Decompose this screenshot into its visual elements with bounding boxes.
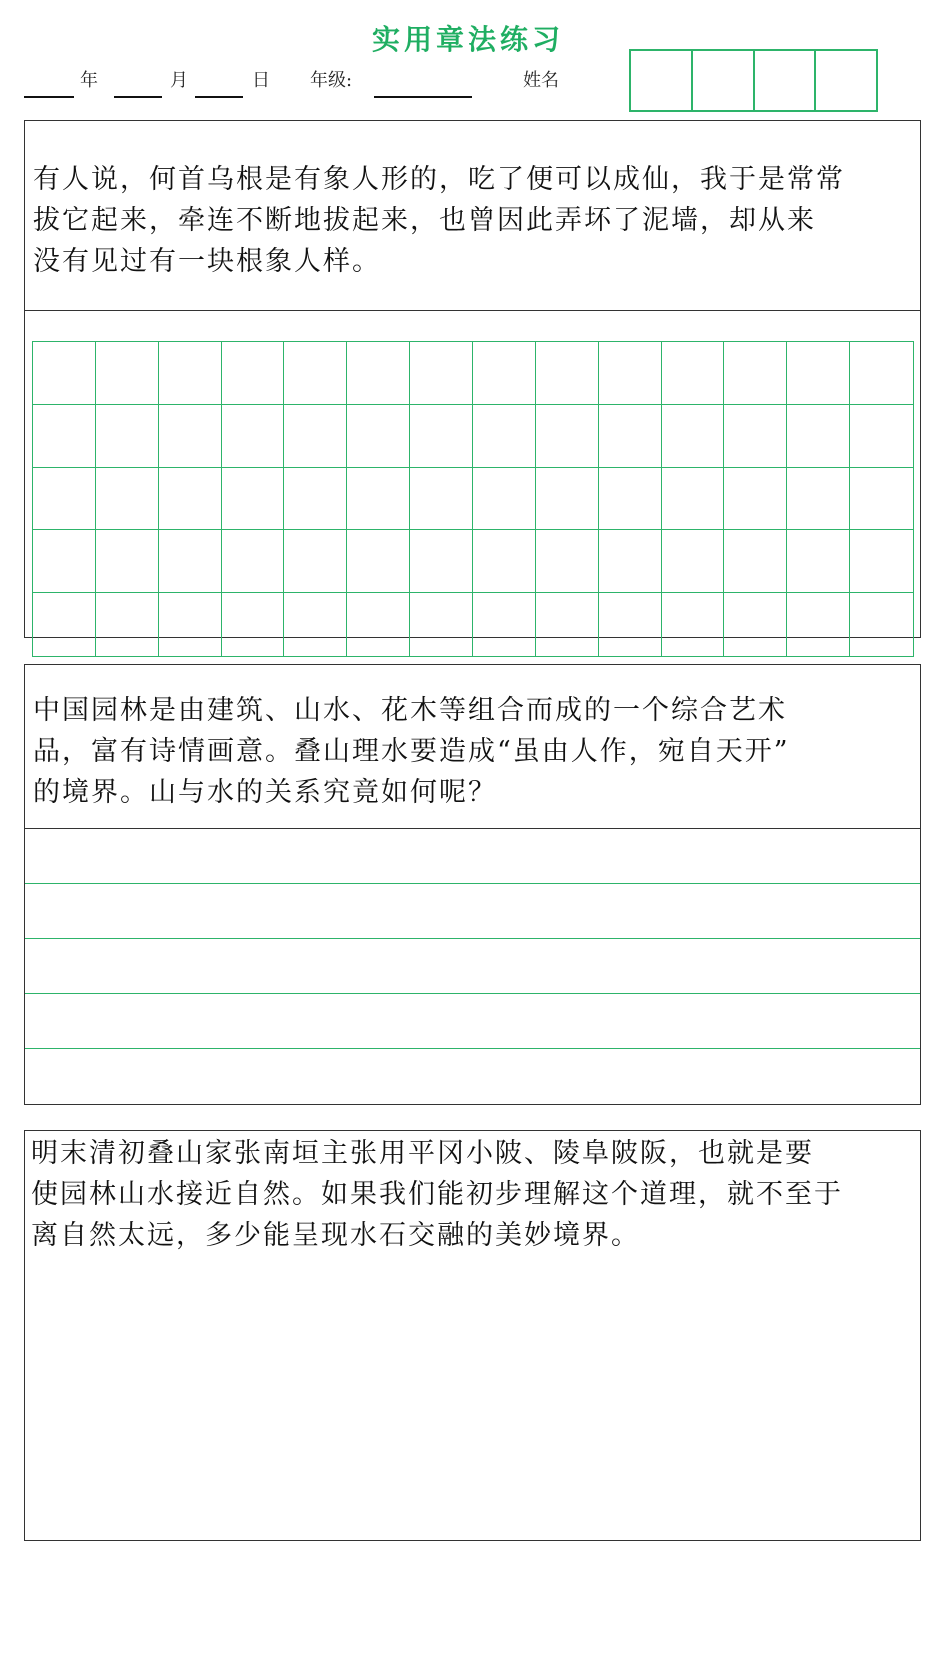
grid-cell[interactable] xyxy=(724,405,787,468)
grid-cell[interactable] xyxy=(347,342,410,405)
grid-cell[interactable] xyxy=(347,593,410,656)
grade-blank[interactable] xyxy=(374,96,472,98)
grid-cell[interactable] xyxy=(159,530,222,593)
grid-cell[interactable] xyxy=(96,530,159,593)
grid-cell[interactable] xyxy=(410,468,473,531)
grid-cell[interactable] xyxy=(724,530,787,593)
grid-cell[interactable] xyxy=(96,405,159,468)
name-label: 姓名 xyxy=(523,70,559,91)
passage-line: 拔它起来，牵连不断地拔起来，也曾因此弄坏了泥墙，却从来 xyxy=(33,205,816,236)
grid-cell[interactable] xyxy=(347,468,410,531)
grid-cell[interactable] xyxy=(284,468,347,531)
grid-cell[interactable] xyxy=(222,468,285,531)
passage-line: 明末清初叠山家张南垣主张用平冈小陂、陵阜陂阪，也就是要 xyxy=(31,1138,814,1169)
writing-line xyxy=(25,993,920,994)
grid-cell[interactable] xyxy=(850,468,913,531)
passage-line: 有人说，何首乌根是有象人形的，吃了便可以成仙，我于是常常 xyxy=(33,164,845,195)
grid-cell[interactable] xyxy=(96,342,159,405)
grid-cell[interactable] xyxy=(33,342,96,405)
grid-cell[interactable] xyxy=(536,530,599,593)
name-boxes[interactable] xyxy=(629,49,878,112)
grid-cell[interactable] xyxy=(284,593,347,656)
grid-cell[interactable] xyxy=(33,530,96,593)
grid-cell[interactable] xyxy=(724,593,787,656)
name-box-cell[interactable] xyxy=(693,51,755,110)
grid-cell[interactable] xyxy=(850,405,913,468)
grid-cell[interactable] xyxy=(159,468,222,531)
practice-section-2 xyxy=(24,664,921,1105)
passage-3 xyxy=(31,1133,910,1256)
passage-line: 中国园林是由建筑、山水、花木等组合而成的一个综合艺术 xyxy=(33,695,787,726)
section-divider xyxy=(25,828,920,829)
grid-cell[interactable] xyxy=(410,405,473,468)
blank-writing-area[interactable] xyxy=(25,1261,920,1540)
grid-cell[interactable] xyxy=(787,593,850,656)
passage-1 xyxy=(33,159,910,282)
grid-cell[interactable] xyxy=(347,530,410,593)
grid-cell[interactable] xyxy=(159,593,222,656)
passage-2 xyxy=(33,690,910,813)
month-blank[interactable] xyxy=(114,96,162,98)
grid-cell[interactable] xyxy=(599,468,662,531)
grid-cell[interactable] xyxy=(536,342,599,405)
grid-cell[interactable] xyxy=(473,468,536,531)
grid-cell[interactable] xyxy=(787,530,850,593)
grid-cell[interactable] xyxy=(222,405,285,468)
grid-cell[interactable] xyxy=(284,342,347,405)
grid-cell[interactable] xyxy=(33,593,96,656)
writing-line xyxy=(25,938,920,939)
grid-cell[interactable] xyxy=(662,405,725,468)
grid-cell[interactable] xyxy=(787,405,850,468)
passage-line: 使园林山水接近自然。如果我们能初步理解这个道理，就不至于 xyxy=(31,1179,843,1210)
grid-cell[interactable] xyxy=(662,593,725,656)
page-title: 实用章法练习 xyxy=(371,23,564,56)
grid-cell[interactable] xyxy=(222,593,285,656)
writing-line xyxy=(25,1048,920,1049)
grid-cell[interactable] xyxy=(473,593,536,656)
grid-cell[interactable] xyxy=(33,468,96,531)
grid-cell[interactable] xyxy=(850,530,913,593)
grid-cell[interactable] xyxy=(96,593,159,656)
month-label: 月 xyxy=(170,70,188,91)
grid-cell[interactable] xyxy=(724,342,787,405)
grid-cell[interactable] xyxy=(787,342,850,405)
writing-line xyxy=(25,883,920,884)
grid-cell[interactable] xyxy=(599,405,662,468)
grid-cell[interactable] xyxy=(284,530,347,593)
grid-cell[interactable] xyxy=(347,405,410,468)
grid-cell[interactable] xyxy=(222,530,285,593)
grid-cell[interactable] xyxy=(33,405,96,468)
grid-cell[interactable] xyxy=(473,342,536,405)
grid-cell[interactable] xyxy=(662,342,725,405)
grid-cell[interactable] xyxy=(159,342,222,405)
name-box-cell[interactable] xyxy=(816,51,876,110)
grid-cell[interactable] xyxy=(536,468,599,531)
character-grid[interactable] xyxy=(32,341,914,657)
passage-line: 没有见过有一块根象人样。 xyxy=(33,246,381,277)
day-label: 日 xyxy=(252,70,270,91)
passage-line: 的境界。山与水的关系究竟如何呢？ xyxy=(33,777,497,808)
day-blank[interactable] xyxy=(195,96,243,98)
grid-cell[interactable] xyxy=(410,342,473,405)
grid-cell[interactable] xyxy=(410,593,473,656)
year-label: 年 xyxy=(80,70,98,91)
grid-cell[interactable] xyxy=(473,405,536,468)
grade-label: 年级: xyxy=(310,70,353,91)
grid-cell[interactable] xyxy=(599,530,662,593)
grid-cell[interactable] xyxy=(787,468,850,531)
grid-cell[interactable] xyxy=(96,468,159,531)
grid-cell[interactable] xyxy=(410,530,473,593)
section-divider xyxy=(25,310,920,311)
grid-cell[interactable] xyxy=(599,342,662,405)
grid-cell[interactable] xyxy=(536,593,599,656)
grid-cell[interactable] xyxy=(599,593,662,656)
grid-cell[interactable] xyxy=(850,342,913,405)
passage-line: 离自然太远，多少能呈现水石交融的美妙境界。 xyxy=(31,1220,640,1251)
grid-cell[interactable] xyxy=(159,405,222,468)
grid-cell[interactable] xyxy=(724,468,787,531)
year-blank[interactable] xyxy=(24,96,74,98)
grid-cell[interactable] xyxy=(473,530,536,593)
grid-cell[interactable] xyxy=(222,342,285,405)
grid-cell[interactable] xyxy=(284,405,347,468)
name-box-cell[interactable] xyxy=(631,51,693,110)
grid-cell[interactable] xyxy=(536,405,599,468)
grid-cell[interactable] xyxy=(662,530,725,593)
passage-line: 品，富有诗情画意。叠山理水要造成“虽由人作，宛自天开” xyxy=(33,736,790,767)
practice-section-3 xyxy=(24,1130,921,1541)
name-box-cell[interactable] xyxy=(755,51,817,110)
grid-cell[interactable] xyxy=(662,468,725,531)
grid-cell[interactable] xyxy=(850,593,913,656)
practice-section-1 xyxy=(24,120,921,638)
